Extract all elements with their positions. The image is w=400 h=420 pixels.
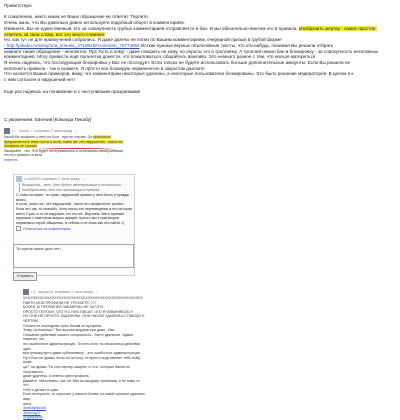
signature: С уважением, Евгений [Команда Пикабу] xyxy=(4,117,92,122)
letter-line: с ним согласен и нарушений нет! xyxy=(4,77,75,83)
moderator-letter xyxy=(4,3,394,94)
comment-line: ХХХХХХХХХХХХХХХХХХХХХХХХХХХХХХХХХХХХХХХХХХХХХХХХХХ xyxy=(23,296,143,300)
letter-line: Что касается Ваших примеров, вижу, что комментарии некоторые удалены, а некоторые пользователи блокированы. Это было решение модераторов. В целом я к xyxy=(4,71,354,77)
comment-link[interactable]: - http://pikabu.ru/story/ona_vmesta_4719549#comment_79773863 xyxy=(4,42,140,48)
comment-meta: • 2 - вкуры111 отправил 2 часа назад · ↓ xyxy=(31,289,98,294)
subscribe-row[interactable] xyxy=(16,226,132,231)
comment-line: БОЛЕЕ 10 ПРОФИЛЕЙ ЗАБАНЕНЫ НЕ ЗА ЧТО! xyxy=(23,305,104,310)
comment-line: Ну и Бан на фразы 'если ты на хочу, то просто подставляет тебе пому ножи- xyxy=(23,355,141,365)
comment-header xyxy=(4,128,128,134)
comment-text-part: Какой бы профиль у него не был - при не случае. Он xyxy=(4,135,93,139)
comment-paragraph: Если это так, то спасибо. Хотя посты его перемещения в его истории всего 3 раз, и то не нарушил, это его же. Впрочем, бан и прямые герачини с ним никак вопрос аккаунт, просто мы с ним второе нормально перой общались, в сейчас я не знаю как это найти =( xyxy=(16,206,132,225)
letter-line: Я очень надеюсь, что последующая блокировка у Вас не последует. Если только не будете использовать больше дополнительные аккаунты. Если Вы решили не xyxy=(4,60,351,66)
comment-first xyxy=(4,128,128,163)
letter-line xyxy=(4,26,394,32)
letter-line: комментариев. Могу привести ещё пальчетка донести, что пожаловаться, общайтесь вежливо. Это немного разное с тем, что нельзя материться xyxy=(4,54,316,60)
highlighted-text: ответить за свои слова, вот это много сложнее. xyxy=(4,31,106,37)
comment-meta: • • 4d3313 отправил 2 часа назад · ↓ xyxy=(24,176,85,181)
comment-line: выступишь(пусть даже субъективно) - это ошибочное администрация. xyxy=(23,351,141,356)
comment-line: Описание действий нашего специалиста - бан и удаление. Админ написал, что xyxy=(23,332,134,342)
comment-text xyxy=(4,135,128,158)
comment-body xyxy=(23,296,145,420)
letter-line: немного также обращение - неэлектно. Прс 'Ксть и хому' - даже говорить не кому, но опросы это в троллинку. А троллей немно бан и блокировку - за совокупность негативных xyxy=(4,48,379,54)
user-mention-link[interactable]: @asdfghjkxzcl xyxy=(23,406,47,411)
greeting: Приветствую xyxy=(4,3,32,8)
highlighted-text: Изобразить жертву - самое простое, xyxy=(299,25,377,31)
comment-line: ПРОСТО ПОТОМУ, ЧТО Я С НИХ ПИСАЛ, ЧТО Я ИЗВИНЯЮСЬ!!! xyxy=(23,309,133,314)
reply-textarea[interactable]: Ты курёза самое дело нет) xyxy=(13,244,134,268)
letter-line: Очень жаль, что Вы довольно давно используете подобный оборот в комментариях. xyxy=(4,20,186,26)
letter-line: исполнить правила - так и скажите. Я просто все блокирую перманентно в закрытом диалоге! xyxy=(4,65,205,71)
comment-line: 'Кому ты пишешь?' Вот высова модератора даже - бан. xyxy=(23,328,116,333)
letter-line: Но, как тут не для нравоучений собрались. Я даже далеко не полез по Вашим комментариям, очередной призыв в грубой форме xyxy=(4,37,282,43)
comment-text-part: Закаряйте - нет. Это будет нетерпимостью и остальным пикабушникам, это его прямого ответа xyxy=(4,148,124,158)
submit-button[interactable]: Отправить xyxy=(13,272,37,281)
comment-meta: • ... ·lemon ✓ отправил 2 часа назад · ↓ xyxy=(12,128,78,133)
comment-line: НИКТО МОИ ПРОФИЛИ НЕ ТРОГАЕТ!!! ??? xyxy=(23,300,97,305)
comment-line: это ошибочное администрация. То есть если ты начальника действия одно xyxy=(23,341,141,351)
comment-header xyxy=(16,176,132,182)
comment-line: тебе и делает в чуже. xyxy=(23,387,60,392)
comment-line: НО ОНИ НЕ ПРОСТО ЗАБАНЕНЫ, ОНИ НАХОЙ УДАЛЕНЫ С ПИКАБУ К ЧЕРТЯМ. xyxy=(23,314,145,323)
quote-block: Возразить - нет. Это будет нестерпимым в остальным пикабушникам, это его провокация в прямом xyxy=(19,183,132,192)
comment-line: Если интересно, то спросите у нашего боева, по какой причине удалены акку- xyxy=(23,392,145,402)
letter-line: Еще раз надеюсь на понимание и с наступившим праздниками! xyxy=(4,88,141,94)
letter-text: Извините, Вы не единственный, кто за совокупность грубых комментариев отправляется в бан. И мы обязательно внесем это в правила. xyxy=(4,25,298,31)
comment-paragraph: С этим согласен, ты прав, нарушений правил у него было и правда много. xyxy=(16,193,129,202)
comment-line: Давайте, объективно, как тот бан по каждому чиновнику, и не знаю то что xyxy=(23,378,140,388)
comment-paragraph: и если, опять же, нет нарушений - никто его профиля не трогает xyxy=(16,202,124,207)
red-underline-annotation xyxy=(36,148,116,151)
subscribe-label: Отписаться на комментарии xyxy=(23,226,71,231)
highlighted-text: прекрасно предлагается в теме поста и если, опять же, нет нарушений - никто его профиля не трогает xyxy=(4,135,124,149)
avatar[interactable] xyxy=(4,128,10,134)
comment-header xyxy=(23,289,145,295)
comment-line: Оплата по последним трем банам он профиля. xyxy=(23,323,103,328)
avatar[interactable] xyxy=(23,289,29,295)
user-mention-link[interactable]: @lekrdg22 xyxy=(23,410,41,415)
user-mention-link[interactable]: @ggfgdghfh xyxy=(23,415,43,420)
comment-line: анты xyxy=(23,401,32,406)
comment-third xyxy=(23,289,145,420)
avatar[interactable] xyxy=(16,176,22,182)
subscribe-checkbox[interactable] xyxy=(16,226,21,231)
comment-line: даже удалены, а ответы ореи профиля, xyxy=(23,374,90,379)
comment-line: ца?' на фразы 'Ты сын партер защиты' и 'ото', которые банов не получаются, xyxy=(23,364,130,374)
letter-line: К сожалению, никто никак не Ваше обращение не ответит. Терпите. xyxy=(4,14,150,20)
reply-link[interactable]: ответить xyxy=(4,157,18,162)
letter-text: Исткак нужные верные объективные тексты, что кто-нибудь, понимая Вы решили отбрать xyxy=(140,42,334,48)
